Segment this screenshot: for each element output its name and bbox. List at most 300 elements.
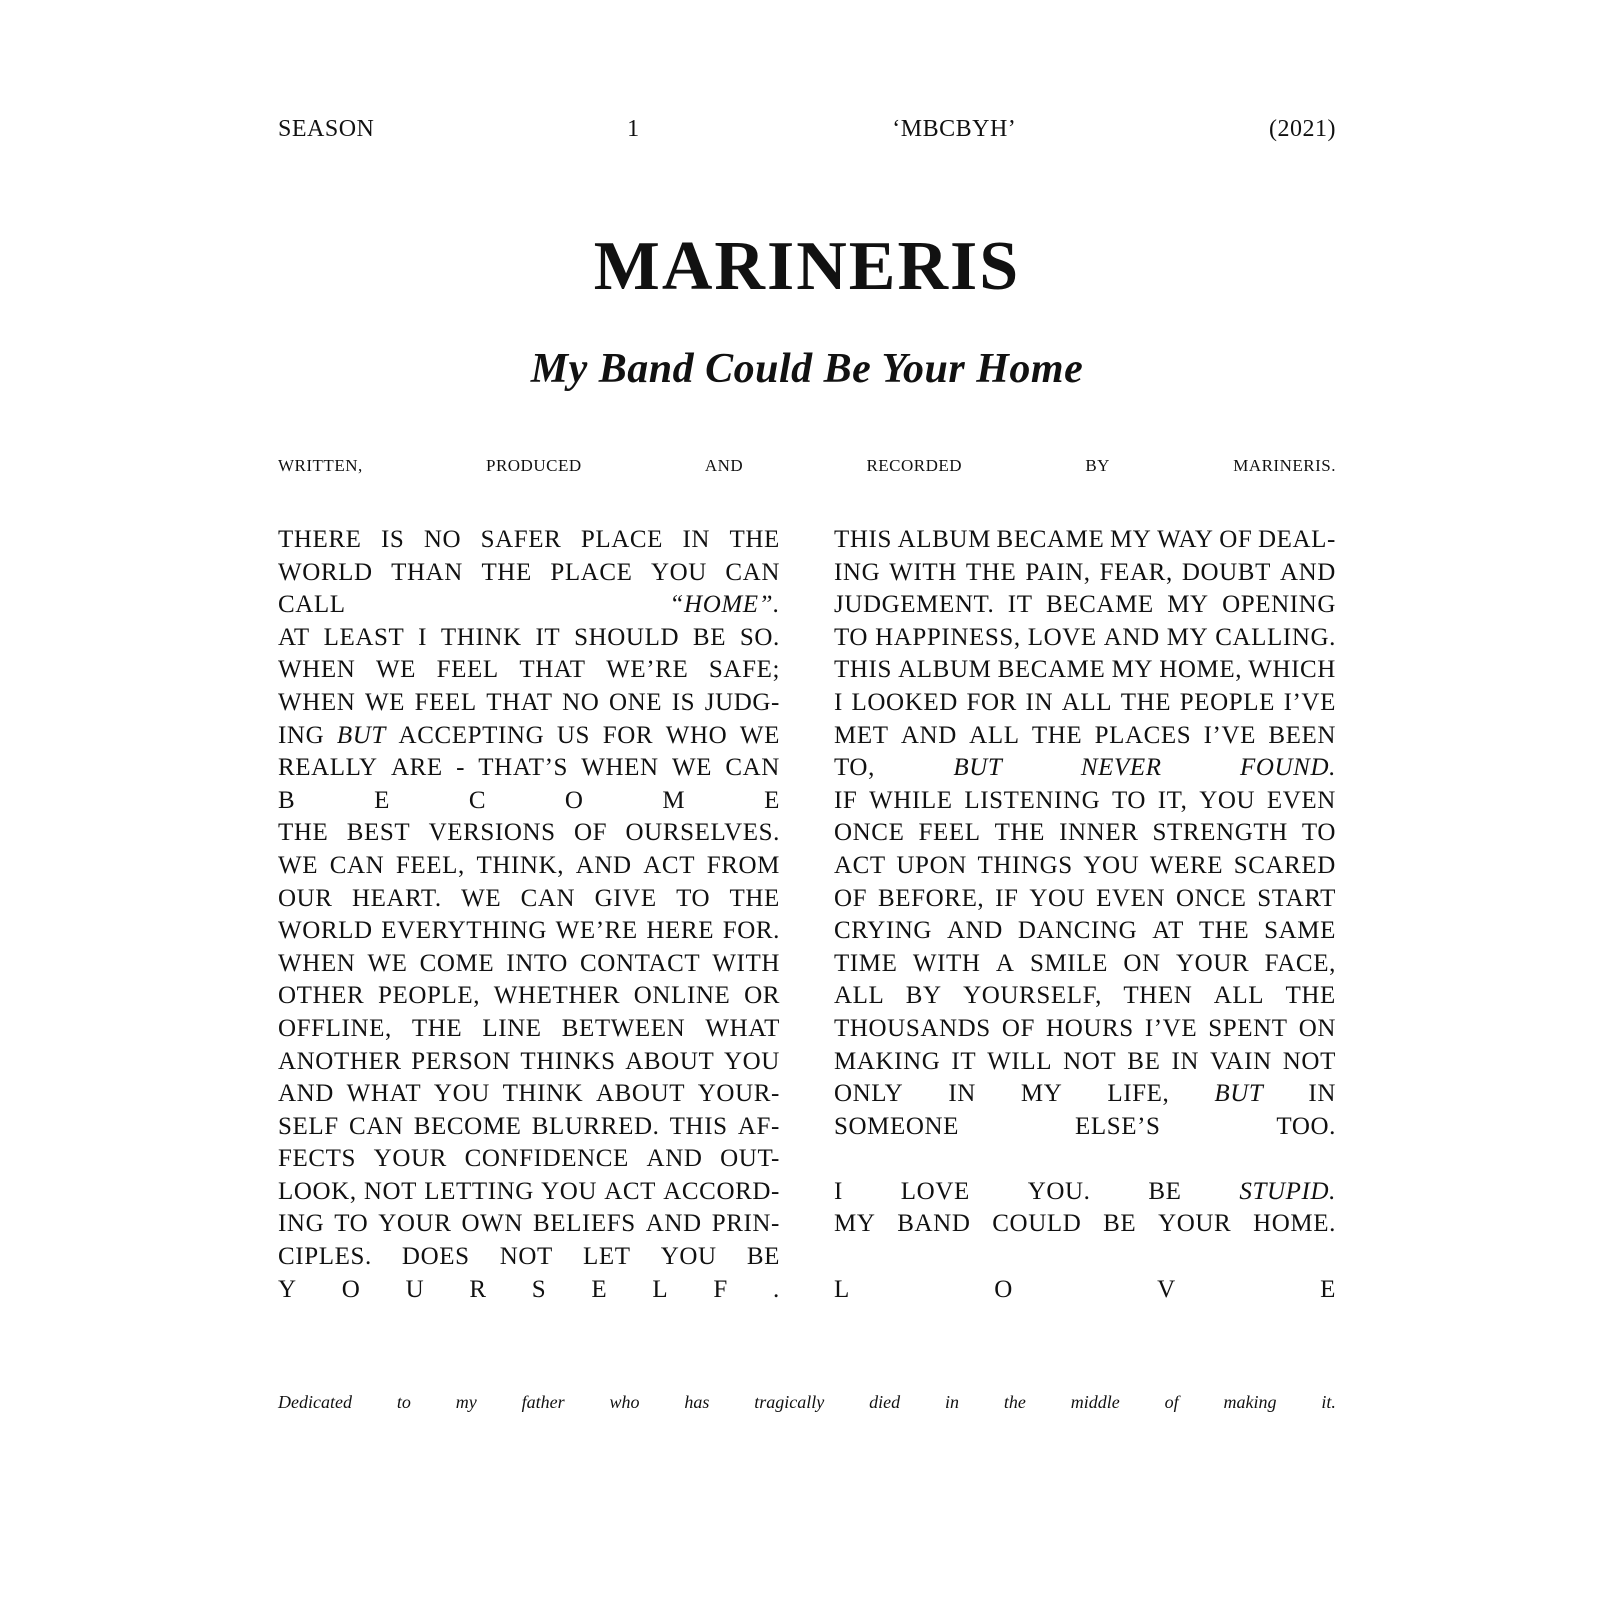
text-word: WERE bbox=[1149, 851, 1224, 879]
text-word: CRYING bbox=[834, 917, 933, 945]
text-line bbox=[278, 785, 780, 818]
text-word: THEN bbox=[1123, 982, 1193, 1010]
text-word: ARE bbox=[390, 754, 443, 782]
text-line bbox=[278, 1078, 780, 1111]
text-word: E bbox=[764, 786, 780, 814]
credit-word: AND bbox=[704, 456, 744, 475]
text-word: ALL bbox=[969, 721, 1020, 749]
text-word: THAT bbox=[519, 656, 586, 684]
text-word: FEAR, bbox=[1099, 558, 1173, 586]
text-word: “HOME”. bbox=[669, 591, 780, 619]
text-word: FOR bbox=[966, 688, 1017, 716]
text-word: IF bbox=[995, 884, 1019, 912]
right-text-column bbox=[834, 524, 1336, 1306]
text-word: LOVE bbox=[1027, 623, 1097, 651]
text-word: VAIN bbox=[1210, 1047, 1272, 1075]
text-word: THE bbox=[1120, 688, 1172, 716]
text-word: MY bbox=[1167, 591, 1209, 619]
dedication-word: it. bbox=[1321, 1392, 1336, 1412]
text-word: YOU bbox=[541, 1177, 598, 1205]
credits-row bbox=[278, 456, 1336, 476]
text-word: WE bbox=[364, 688, 406, 716]
text-word: NOT bbox=[1282, 1047, 1336, 1075]
dedication-word: died bbox=[869, 1392, 901, 1412]
text-word: IT bbox=[1007, 591, 1033, 619]
text-word: VERSIONS bbox=[428, 819, 556, 847]
text-word: THE bbox=[481, 558, 532, 586]
text-word: DOES bbox=[401, 1243, 470, 1271]
text-word: SAFE; bbox=[708, 656, 780, 684]
text-line bbox=[278, 915, 780, 948]
text-word: ONCE bbox=[1176, 884, 1247, 912]
text-line bbox=[834, 1176, 1336, 1209]
text-word: OF bbox=[1219, 526, 1253, 553]
text-line bbox=[834, 980, 1336, 1013]
text-word: FROM bbox=[706, 851, 780, 879]
text-word: THIS bbox=[834, 656, 892, 684]
text-word: HOURS bbox=[1046, 1014, 1134, 1042]
text-word: ALBUM bbox=[898, 656, 992, 684]
text-word: NOT bbox=[1063, 1047, 1117, 1075]
text-word: WORLD bbox=[278, 558, 373, 586]
text-word: BE bbox=[1127, 1047, 1161, 1075]
release-year: (2021) bbox=[1268, 116, 1336, 142]
text-word: BECOME bbox=[413, 1112, 522, 1140]
dedication-word: Dedicated bbox=[278, 1392, 352, 1412]
text-word: BE bbox=[692, 623, 727, 651]
text-line bbox=[834, 1046, 1336, 1079]
text-word: ABOUT bbox=[625, 1047, 715, 1075]
text-word: FEEL bbox=[436, 656, 499, 684]
text-word: YOUR- bbox=[697, 1080, 780, 1108]
text-word: ING bbox=[278, 1210, 325, 1238]
text-word: OR bbox=[744, 982, 780, 1010]
text-line bbox=[278, 1274, 780, 1307]
text-word: THOUSANDS bbox=[834, 1014, 991, 1042]
text-word: THE bbox=[1285, 982, 1336, 1010]
text-word: UPON bbox=[896, 851, 967, 879]
text-word: CAN bbox=[725, 558, 780, 586]
text-word: NO bbox=[423, 526, 462, 553]
text-line bbox=[278, 524, 780, 557]
text-word: DOUBT bbox=[1181, 558, 1271, 586]
credit-word: PRODUCED bbox=[485, 456, 582, 475]
text-line bbox=[278, 1111, 780, 1144]
text-word: AND bbox=[575, 851, 632, 879]
text-word: IN bbox=[682, 526, 711, 553]
text-word: E bbox=[591, 1275, 608, 1303]
text-word: LIFE, bbox=[1107, 1080, 1170, 1108]
text-word: MET bbox=[834, 721, 889, 749]
text-word: WITH bbox=[912, 949, 981, 977]
dedication bbox=[278, 1392, 1336, 1413]
text-word: MY bbox=[1020, 1080, 1063, 1108]
dedication-word: the bbox=[1003, 1392, 1026, 1412]
text-word: FEEL bbox=[918, 819, 981, 847]
text-word: HAPPINESS, bbox=[875, 623, 1021, 651]
text-line bbox=[834, 883, 1336, 916]
text-word: WE bbox=[278, 851, 319, 879]
text-line bbox=[278, 817, 780, 850]
text-word: GIVE bbox=[594, 884, 657, 912]
text-word: TO bbox=[834, 623, 869, 651]
text-word: O bbox=[564, 786, 584, 814]
text-line bbox=[278, 589, 780, 622]
text-word: IN bbox=[1025, 688, 1054, 716]
text-word: ONCE bbox=[834, 819, 905, 847]
text-word: THIS bbox=[669, 1112, 728, 1140]
dedication-word: to bbox=[396, 1392, 411, 1412]
text-word: THINK bbox=[502, 1080, 584, 1108]
text-word: WE bbox=[375, 656, 417, 684]
credit-word: RECORDED bbox=[866, 456, 963, 475]
text-line bbox=[834, 687, 1336, 720]
text-word: IT bbox=[951, 1047, 977, 1075]
text-word: TO bbox=[1111, 786, 1147, 814]
text-word: MY bbox=[834, 1210, 876, 1238]
text-line bbox=[278, 752, 780, 785]
text-word: IN bbox=[1308, 1080, 1336, 1108]
text-word: PRIN- bbox=[711, 1210, 780, 1238]
text-word: LINE bbox=[482, 1014, 542, 1042]
text-word: MY bbox=[1166, 623, 1209, 651]
text-word: AND bbox=[646, 1145, 703, 1173]
dedication-word: has bbox=[684, 1392, 710, 1412]
text-word: ONLY bbox=[834, 1080, 904, 1108]
text-word: FEEL bbox=[414, 688, 477, 716]
text-word: AND bbox=[1279, 558, 1336, 586]
text-word: ACT bbox=[834, 851, 886, 879]
text-word: R bbox=[469, 1275, 487, 1303]
text-word: MAKING bbox=[834, 1047, 941, 1075]
text-word: THERE bbox=[278, 526, 362, 553]
text-word: ALL bbox=[1213, 982, 1265, 1010]
text-word: OTHER bbox=[278, 982, 365, 1010]
text-word: WE bbox=[671, 754, 713, 782]
text-word: OPENING bbox=[1222, 591, 1336, 619]
dedication-word: who bbox=[609, 1392, 640, 1412]
text-word: PLACE bbox=[550, 558, 633, 586]
text-word: ALL bbox=[1061, 688, 1113, 716]
text-word: LETTING bbox=[424, 1177, 534, 1205]
text-word: BEEN bbox=[1268, 721, 1336, 749]
text-word: THINKS bbox=[520, 1047, 616, 1075]
text-line bbox=[278, 1241, 780, 1274]
text-line bbox=[278, 557, 780, 590]
text-word: BY bbox=[905, 982, 942, 1010]
dedication-word: in bbox=[945, 1392, 960, 1412]
text-word: TO bbox=[1301, 819, 1336, 847]
text-line bbox=[834, 1274, 1336, 1307]
text-word: OURSELVES. bbox=[625, 819, 780, 847]
text-word: OUT- bbox=[720, 1145, 780, 1173]
text-word: I’VE bbox=[1283, 688, 1336, 716]
text-word: LOVE bbox=[900, 1177, 970, 1205]
text-word: ONLINE bbox=[633, 982, 731, 1010]
text-word: YOU bbox=[1029, 884, 1086, 912]
credit-word: WRITTEN, bbox=[278, 456, 363, 475]
text-word: AND bbox=[900, 721, 957, 749]
text-line bbox=[834, 557, 1336, 590]
text-word: THE bbox=[965, 558, 1017, 586]
text-word: ACT bbox=[643, 851, 696, 879]
text-word: TO, bbox=[834, 754, 875, 782]
text-word: AND bbox=[1103, 623, 1160, 651]
text-word: HOME. bbox=[1253, 1210, 1336, 1238]
text-word: AND bbox=[645, 1210, 702, 1238]
text-word: PLACE bbox=[580, 526, 664, 553]
text-word: WHO bbox=[665, 721, 728, 749]
text-line bbox=[278, 883, 780, 916]
text-word: ING bbox=[834, 558, 881, 586]
season-label: SEASON bbox=[278, 116, 375, 142]
text-word: FEEL, bbox=[395, 851, 465, 879]
text-word: E bbox=[374, 786, 390, 814]
text-word: COME bbox=[419, 949, 495, 977]
text-word: PERSON bbox=[411, 1047, 511, 1075]
text-word: INNER bbox=[1059, 819, 1139, 847]
text-word: I bbox=[834, 688, 843, 716]
text-word: OF bbox=[574, 819, 608, 847]
text-word: S bbox=[531, 1275, 547, 1303]
text-word: YOURSELF, bbox=[963, 982, 1102, 1010]
text-word: YOU bbox=[650, 558, 707, 586]
text-word: WILL bbox=[987, 1047, 1053, 1075]
text-word: BECAME bbox=[996, 526, 1105, 553]
text-word: NOT bbox=[363, 1177, 418, 1205]
text-word: CALLING. bbox=[1215, 623, 1336, 651]
text-word: MY bbox=[1111, 656, 1154, 684]
text-word: F bbox=[713, 1275, 728, 1303]
text-word: SELF bbox=[278, 1112, 339, 1140]
text-word: OF bbox=[1001, 1014, 1036, 1042]
text-word: EVERYTHING bbox=[381, 917, 547, 945]
text-word: THINGS bbox=[977, 851, 1073, 879]
text-word: LISTENING bbox=[964, 786, 1101, 814]
text-word: SPENT bbox=[1208, 1014, 1288, 1042]
text-word: OFFLINE, bbox=[278, 1014, 392, 1042]
text-word: THE bbox=[994, 819, 1046, 847]
text-word: WHETHER bbox=[493, 982, 621, 1010]
text-word: LET bbox=[583, 1243, 631, 1271]
text-word: LOOKED bbox=[851, 688, 958, 716]
text-word: C bbox=[468, 786, 487, 814]
artist-name: MARINERIS bbox=[593, 228, 1021, 305]
text-line bbox=[834, 817, 1336, 850]
text-word: CAN bbox=[725, 754, 780, 782]
text-word: CIPLES. bbox=[278, 1243, 372, 1271]
text-word: WHEN bbox=[581, 754, 659, 782]
text-word: ACCORD- bbox=[663, 1177, 780, 1205]
text-word: FECTS bbox=[278, 1145, 357, 1173]
text-word: AF- bbox=[737, 1112, 780, 1140]
text-word: YOU bbox=[660, 1243, 717, 1271]
text-word: SAFER bbox=[480, 526, 562, 553]
text-word: ONE bbox=[609, 688, 663, 716]
text-word: BETWEEN bbox=[561, 1014, 686, 1042]
text-word: SO. bbox=[739, 623, 780, 651]
text-word: THE bbox=[411, 1014, 463, 1042]
text-line bbox=[278, 654, 780, 687]
text-word: OWN bbox=[461, 1210, 523, 1238]
text-word: YOU. bbox=[1027, 1177, 1091, 1205]
text-word: BECAME bbox=[997, 656, 1106, 684]
text-word: LEAST bbox=[323, 623, 405, 651]
text-word: . bbox=[773, 1275, 780, 1303]
text-word: SOMEONE bbox=[834, 1112, 960, 1140]
text-word: BE bbox=[746, 1243, 780, 1271]
text-line bbox=[834, 1078, 1336, 1111]
text-word: BAND bbox=[897, 1210, 971, 1238]
text-word: THAT’S bbox=[478, 754, 569, 782]
text-word: IN bbox=[948, 1080, 976, 1108]
season-number: 1 bbox=[627, 116, 640, 142]
text-word: WE’RE bbox=[606, 656, 689, 684]
text-word: BUT bbox=[953, 754, 1003, 782]
text-word: AT bbox=[1152, 917, 1184, 945]
text-word: HEART. bbox=[351, 884, 442, 912]
text-line bbox=[278, 1046, 780, 1079]
text-word: TO bbox=[676, 884, 711, 912]
text-word: HERE bbox=[646, 917, 715, 945]
text-word: IS bbox=[380, 526, 405, 553]
credit-word: BY bbox=[1085, 456, 1110, 475]
text-word: V bbox=[1157, 1275, 1176, 1303]
text-word: ALL bbox=[834, 982, 885, 1010]
text-word: SMILE bbox=[1029, 949, 1108, 977]
text-line bbox=[278, 1176, 780, 1209]
text-word: NOT bbox=[499, 1243, 553, 1271]
text-line bbox=[834, 1143, 1336, 1176]
text-word: PEOPLE bbox=[1179, 688, 1275, 716]
text-word: NEVER bbox=[1080, 754, 1162, 782]
text-line bbox=[834, 1111, 1336, 1144]
text-word: THIS bbox=[834, 526, 892, 553]
text-line bbox=[834, 915, 1336, 948]
text-word: SCARED bbox=[1233, 851, 1336, 879]
text-line bbox=[278, 1208, 780, 1241]
text-word: ON bbox=[1123, 949, 1161, 977]
text-word: I bbox=[418, 623, 428, 651]
text-word: BUT bbox=[336, 721, 386, 749]
text-line bbox=[278, 720, 780, 753]
header-row bbox=[278, 116, 1336, 143]
text-word: YOUR bbox=[1158, 1210, 1232, 1238]
text-word: CAN bbox=[329, 851, 385, 879]
text-line bbox=[278, 1013, 780, 1046]
text-word: PAIN, bbox=[1025, 558, 1091, 586]
text-word: IS bbox=[671, 688, 696, 716]
text-line bbox=[834, 948, 1336, 981]
left-text-column bbox=[278, 524, 780, 1306]
text-word: L bbox=[834, 1275, 850, 1303]
text-line bbox=[834, 850, 1336, 883]
text-word: THINK, bbox=[476, 851, 565, 879]
text-line bbox=[278, 980, 780, 1013]
text-word: E bbox=[1320, 1275, 1336, 1303]
text-line bbox=[278, 687, 780, 720]
text-word: JUDGEMENT. bbox=[834, 591, 995, 619]
text-word: I’VE bbox=[1144, 1014, 1198, 1042]
text-word: THINK bbox=[440, 623, 522, 651]
text-line bbox=[834, 589, 1336, 622]
text-word: DANCING bbox=[1017, 917, 1138, 945]
text-line bbox=[278, 948, 780, 981]
text-word: PEOPLE, bbox=[377, 982, 481, 1010]
text-word: WHAT bbox=[346, 1080, 422, 1108]
text-word: THAT bbox=[486, 688, 553, 716]
text-word: ALBUM bbox=[897, 526, 991, 553]
text-word: WITH bbox=[889, 558, 957, 586]
text-word: ELSE’S bbox=[1074, 1112, 1161, 1140]
album-liner-page bbox=[278, 0, 1336, 1600]
text-word: WE bbox=[367, 949, 408, 977]
text-word: PLACES bbox=[1094, 721, 1192, 749]
text-word: DEAL- bbox=[1258, 526, 1336, 553]
text-word: YOU bbox=[723, 1047, 780, 1075]
text-word: O bbox=[341, 1275, 361, 1303]
text-word: OF bbox=[834, 884, 868, 912]
text-word: CONFIDENCE bbox=[464, 1145, 629, 1173]
text-word: YOU bbox=[433, 1080, 490, 1108]
text-line bbox=[834, 1241, 1336, 1274]
text-word: FOUND. bbox=[1240, 754, 1336, 782]
text-word: WHEN bbox=[278, 656, 356, 684]
text-word: AND bbox=[946, 917, 1003, 945]
credit-word: MARINERIS. bbox=[1233, 456, 1336, 475]
text-word: MY bbox=[1109, 526, 1152, 553]
dedication-word: of bbox=[1164, 1392, 1179, 1412]
text-word: A bbox=[995, 949, 1015, 977]
text-word: STUPID. bbox=[1239, 1177, 1336, 1205]
text-word: L bbox=[652, 1275, 669, 1303]
text-word: CONTACT bbox=[580, 949, 701, 977]
dedication-word: making bbox=[1223, 1392, 1277, 1412]
text-word: WHICH bbox=[1248, 656, 1336, 684]
text-line bbox=[278, 1143, 780, 1176]
text-word: CAN bbox=[520, 884, 576, 912]
text-word: WITH bbox=[712, 949, 780, 977]
text-word: Y bbox=[278, 1275, 297, 1303]
text-word: ING bbox=[278, 721, 325, 749]
text-word: YOUR bbox=[1176, 949, 1250, 977]
text-line bbox=[834, 720, 1336, 753]
text-word: TOO. bbox=[1276, 1112, 1336, 1140]
text-word: SHOULD bbox=[574, 623, 680, 651]
text-word: NO bbox=[562, 688, 600, 716]
text-word: BEFORE, bbox=[877, 884, 985, 912]
text-word: WE’RE bbox=[555, 917, 638, 945]
text-line bbox=[834, 524, 1336, 557]
text-word: BELIEFS bbox=[532, 1210, 636, 1238]
album-title: My Band Could Be Your Home bbox=[530, 346, 1084, 392]
text-word: IT bbox=[535, 623, 561, 651]
text-word: STRENGTH bbox=[1152, 819, 1288, 847]
text-word: IF bbox=[834, 786, 858, 814]
text-word: EVEN bbox=[1096, 884, 1166, 912]
text-word: O bbox=[994, 1275, 1013, 1303]
text-word: FOR. bbox=[722, 917, 780, 945]
text-word: START bbox=[1257, 884, 1336, 912]
text-word: THE bbox=[729, 884, 780, 912]
text-word: LOOK, bbox=[278, 1177, 357, 1205]
dedication-word: tragically bbox=[754, 1392, 825, 1412]
text-word: YOUR bbox=[373, 1145, 447, 1173]
text-word: US bbox=[556, 721, 591, 749]
text-word: YOU bbox=[1199, 786, 1256, 814]
album-code: ‘MBCBYH’ bbox=[892, 116, 1017, 142]
text-word: WORLD bbox=[278, 917, 373, 945]
